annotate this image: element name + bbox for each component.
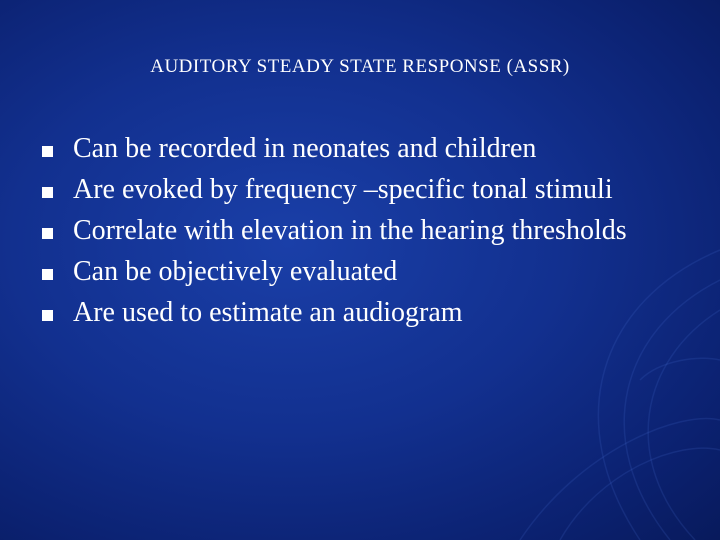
square-bullet-icon xyxy=(42,146,53,157)
bullet-item xyxy=(40,173,640,206)
bullet-item xyxy=(40,132,640,165)
bullet-text: Can be objectively evaluated xyxy=(73,256,398,287)
bullet-text: Can be recorded in neonates and children xyxy=(73,133,537,164)
bullet-text: Are evoked by frequency –specific tonal stimuli xyxy=(73,174,613,205)
square-bullet-icon xyxy=(42,269,53,280)
slide-title: AUDITORY STEADY STATE RESPONSE (ASSR) xyxy=(150,56,570,77)
bullet-text: Are used to estimate an audiogram xyxy=(73,297,463,328)
bullet-item xyxy=(40,296,640,329)
square-bullet-icon xyxy=(42,228,53,239)
bullet-item xyxy=(40,214,640,247)
bullet-list xyxy=(40,132,640,337)
bullet-item xyxy=(40,255,640,288)
square-bullet-icon xyxy=(42,187,53,198)
bullet-text: Correlate with elevation in the hearing thresholds xyxy=(73,215,627,246)
square-bullet-icon xyxy=(42,310,53,321)
